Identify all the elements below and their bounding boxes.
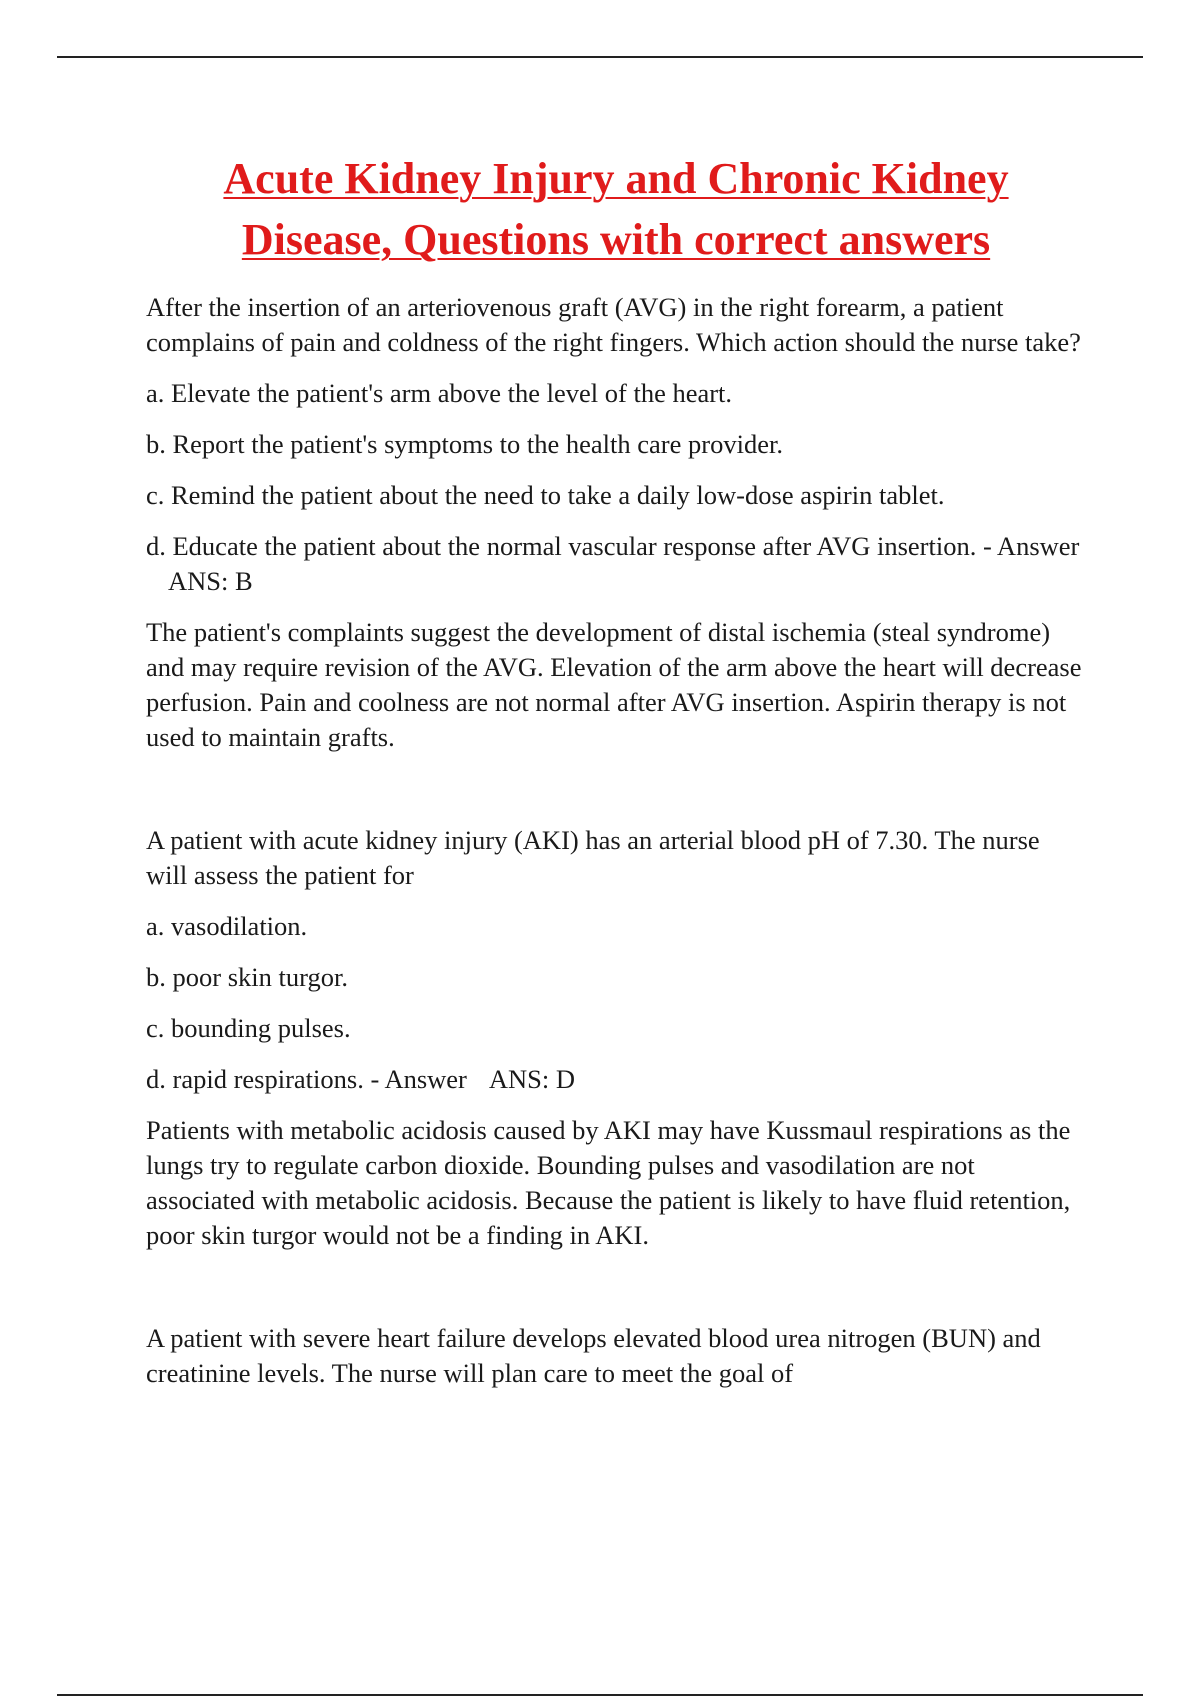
option-a: a. vasodilation. <box>146 911 308 941</box>
option-d-with-answer <box>146 1062 1086 1097</box>
answer-rationale: The patient's complaints suggest the development of distal ischemia (steal syndrome) and may require revision of the AVG. Elevation of the arm above the heart will decrease perfusion. Pain and coolness are not normal after AVG insertion. Aspirin therapy is not used to maintain grafts. <box>146 617 1082 752</box>
question-block-1 <box>146 290 1086 755</box>
title-line-2: Disease, Questions with correct answers <box>241 215 991 264</box>
question-stem: A patient with acute kidney injury (AKI) has an arterial blood pH of 7.30. The nurse will assess the patient for <box>146 825 1040 890</box>
answer-rationale: Patients with metabolic acidosis caused by AKI may have Kussmaul respirations as the lungs try to regulate carbon dioxide. Bounding pulses and vasodilation are not associated with metabolic acidosis. Because the patient is likely to have fluid retention, poor skin turgor would not be a finding in AKI. <box>146 1115 1071 1250</box>
document-page <box>146 148 1086 1407</box>
option-c: c. Remind the patient about the need to take a daily low-dose aspirin tablet. <box>146 480 945 510</box>
answer-key: ANS: D <box>488 1064 576 1094</box>
option-b: b. Report the patient's symptoms to the health care provider. <box>146 429 783 459</box>
option-d-with-answer <box>146 529 1086 599</box>
answer-key: ANS: B <box>168 566 253 596</box>
option-d: d. Educate the patient about the normal vascular response after AVG insertion. - Answer <box>146 531 1080 561</box>
question-stem: After the insertion of an arteriovenous graft (AVG) in the right forearm, a patient complains of pain and coldness of the right fingers. Which action should the nurse take? <box>146 292 1081 357</box>
question-stem: A patient with severe heart failure develops elevated blood urea nitrogen (BUN) and creatinine levels. The nurse will plan care to meet the goal of <box>146 1323 1041 1388</box>
option-a: a. Elevate the patient's arm above the level of the heart. <box>146 378 733 408</box>
title-line-1: Acute Kidney Injury and Chronic Kidney <box>223 154 1009 203</box>
document-title <box>146 148 1086 270</box>
header-rule <box>57 56 1143 58</box>
option-b: b. poor skin turgor. <box>146 962 348 992</box>
question-block-3 <box>146 1321 1086 1391</box>
question-block-2 <box>146 823 1086 1253</box>
footer-rule <box>57 1694 1143 1696</box>
question-spacer <box>146 1253 1086 1321</box>
option-d: d. rapid respirations. - Answer <box>146 1064 467 1094</box>
question-spacer <box>146 755 1086 823</box>
option-c: c. bounding pulses. <box>146 1013 351 1043</box>
